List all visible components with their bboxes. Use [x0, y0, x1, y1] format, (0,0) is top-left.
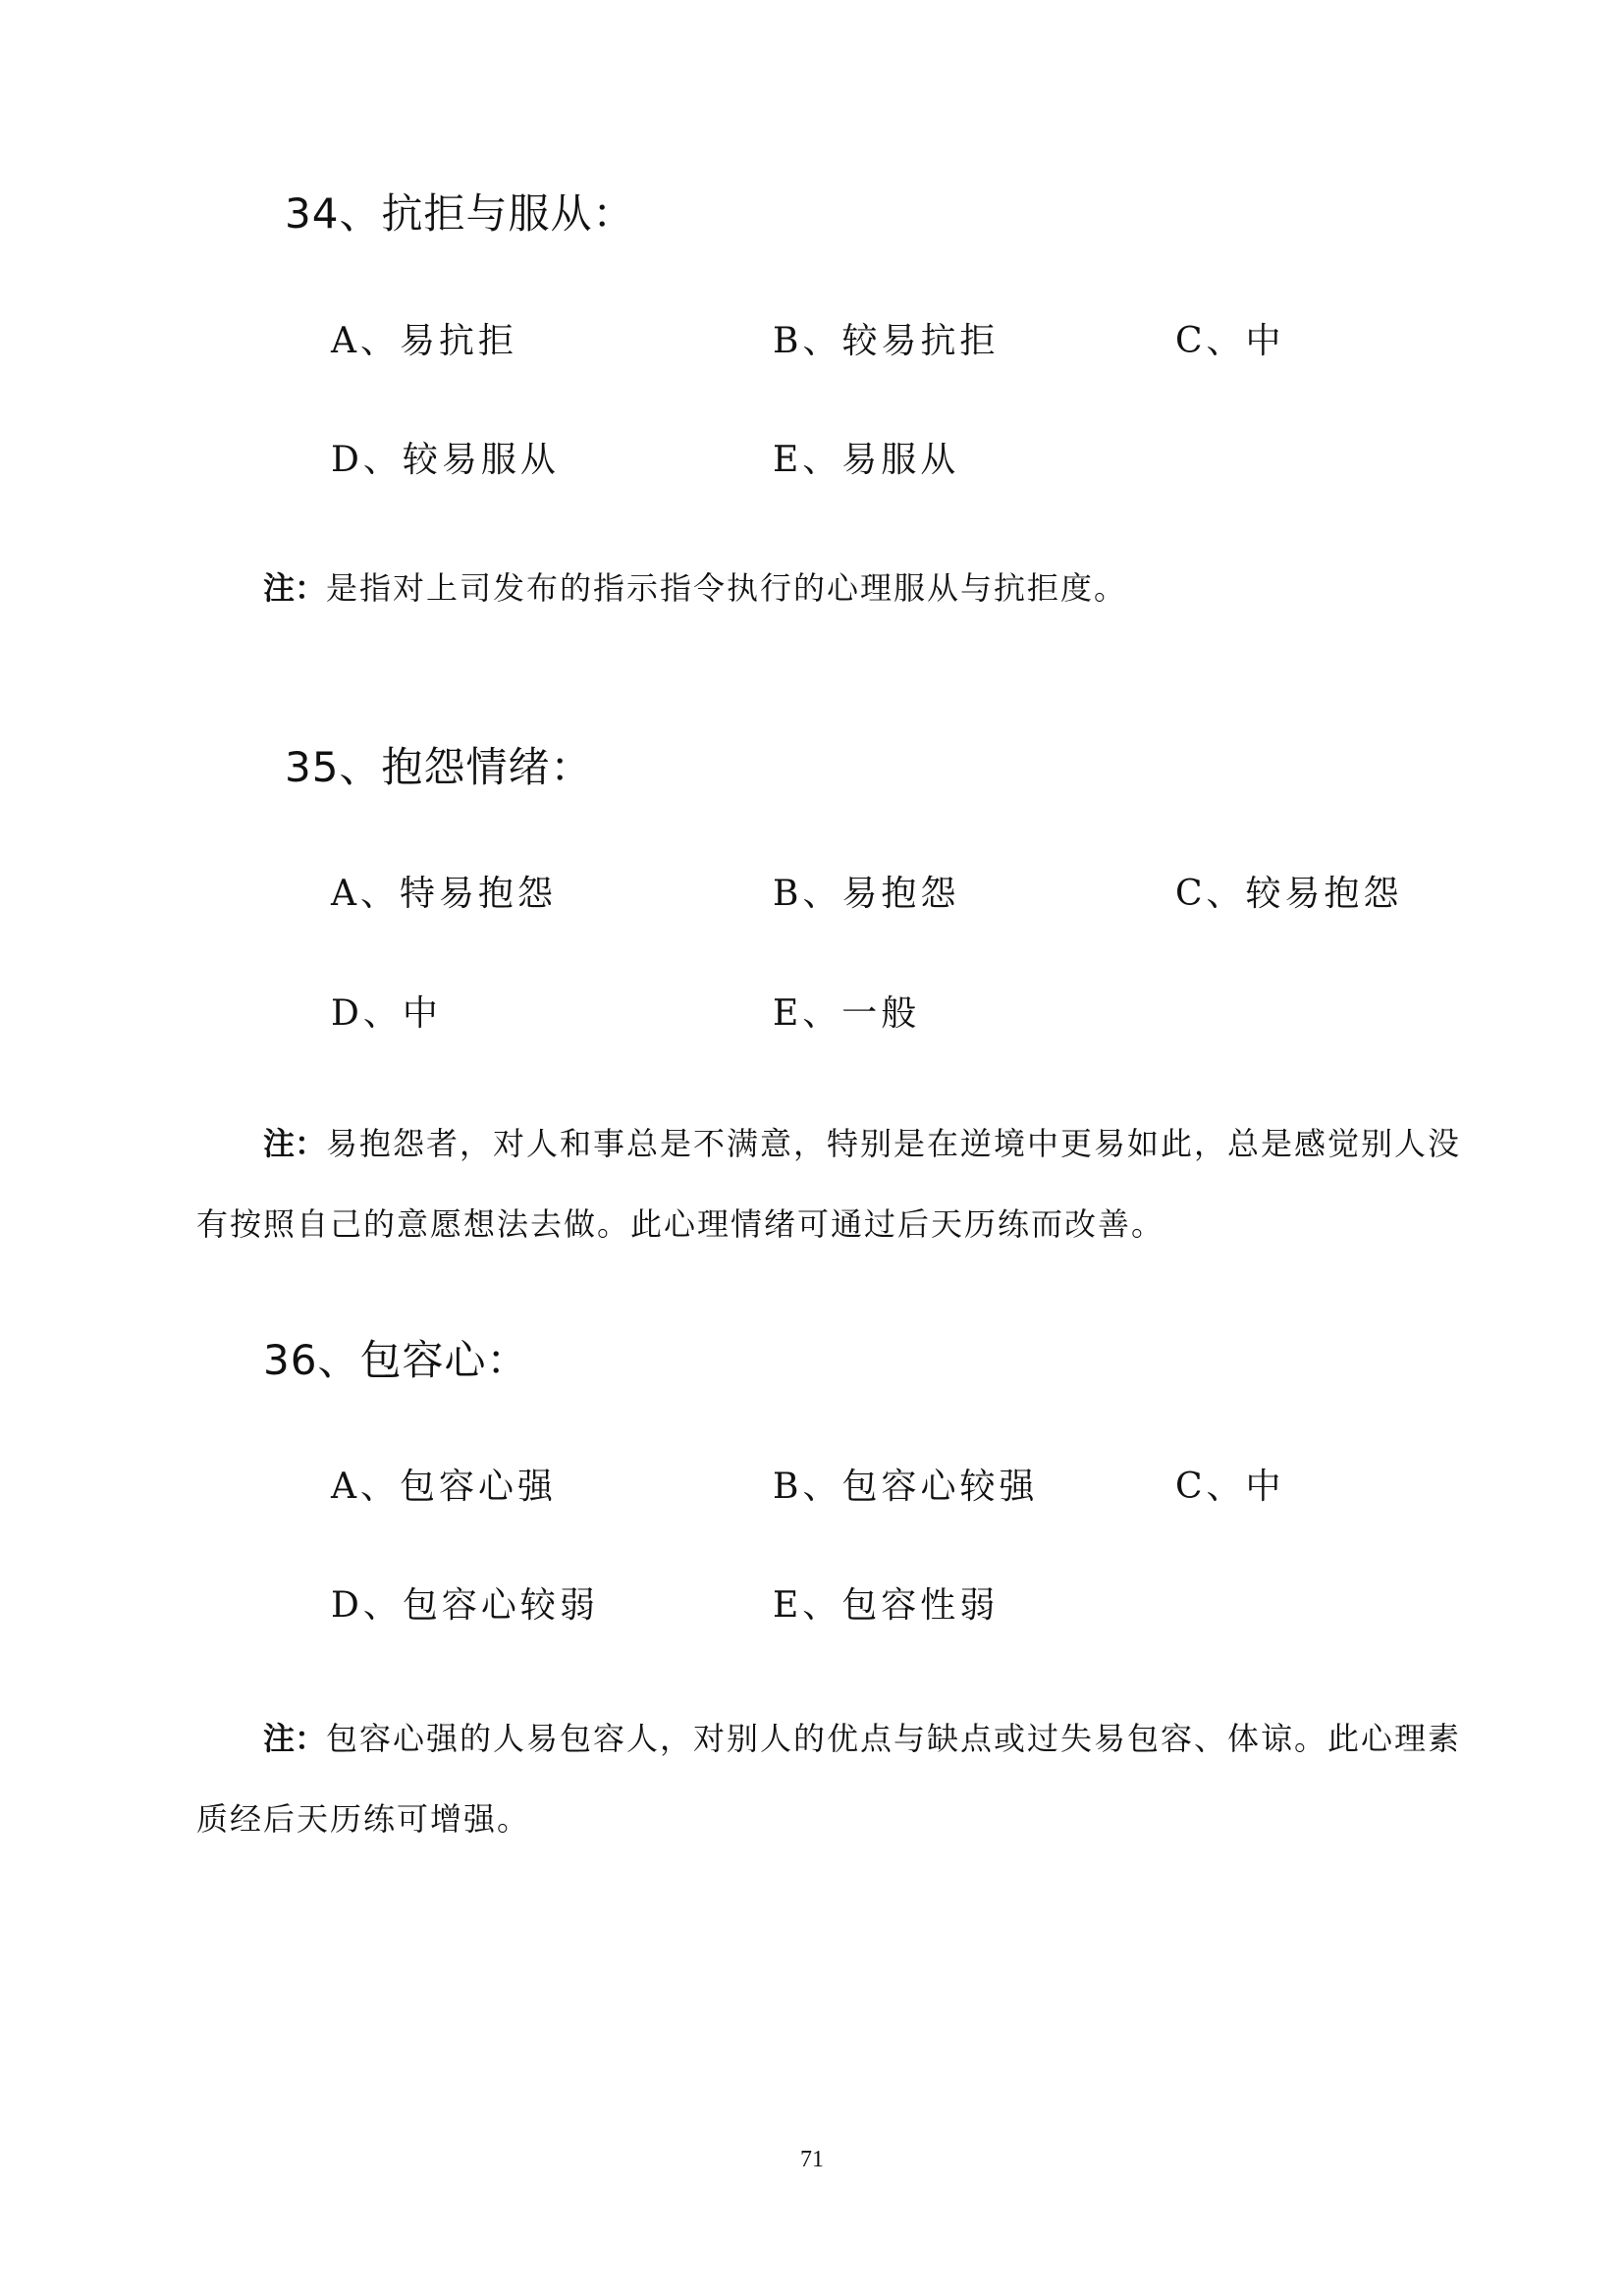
page-number: 71	[800, 2147, 824, 2172]
question-35-option-b: B、易抱怨	[773, 874, 960, 914]
question-34-option-c: C、中	[1175, 321, 1285, 361]
question-36-option-a: A、包容心强	[331, 1467, 557, 1507]
question-34-title: 34、抗拒与服从：	[285, 189, 635, 238]
question-35-option-d: D、中	[331, 993, 442, 1034]
question-34-note-label: 注：	[263, 569, 327, 607]
question-34-option-a: A、易抗拒	[331, 321, 517, 361]
question-36-option-e: E、包容性弱	[773, 1585, 1000, 1626]
question-35-note-text: 易抱怨者，对人和事总是不满意，特别是在逆境中更易如此，总是感觉别人没有按照自己的意愿想法去做。此心理情绪可通过后天历练而改善。	[196, 1125, 1462, 1243]
question-35-note	[196, 1103, 1463, 1264]
question-36-note-label: 注：	[263, 1720, 327, 1757]
question-36-option-c: C、中	[1175, 1467, 1285, 1507]
question-34-option-d: D、较易服从	[331, 440, 560, 480]
question-36-option-d: D、包容心较弱	[331, 1585, 599, 1626]
question-36-option-b: B、包容心较强	[773, 1467, 1039, 1507]
question-34-note-text: 是指对上司发布的指示指令执行的心理服从与抗拒度。	[326, 569, 1128, 607]
question-35-option-a: A、特易抱怨	[331, 874, 557, 914]
question-36-note-text: 包容心强的人易包容人，对别人的优点与缺点或过失易包容、体谅。此心理素质经后天历练可增强。	[196, 1720, 1462, 1838]
question-36-note	[196, 1698, 1463, 1859]
question-34-option-e: E、易服从	[773, 440, 960, 480]
question-36-title: 36、包容心：	[263, 1336, 529, 1384]
question-35-note-label: 注：	[263, 1125, 327, 1162]
question-34-note	[196, 548, 1463, 628]
question-35-option-e: E、一般	[773, 993, 921, 1034]
question-35-option-c: C、较易抱怨	[1175, 874, 1403, 914]
question-35-title: 35、抱怨情绪：	[285, 743, 593, 791]
question-34-option-b: B、较易抗拒	[773, 321, 1000, 361]
